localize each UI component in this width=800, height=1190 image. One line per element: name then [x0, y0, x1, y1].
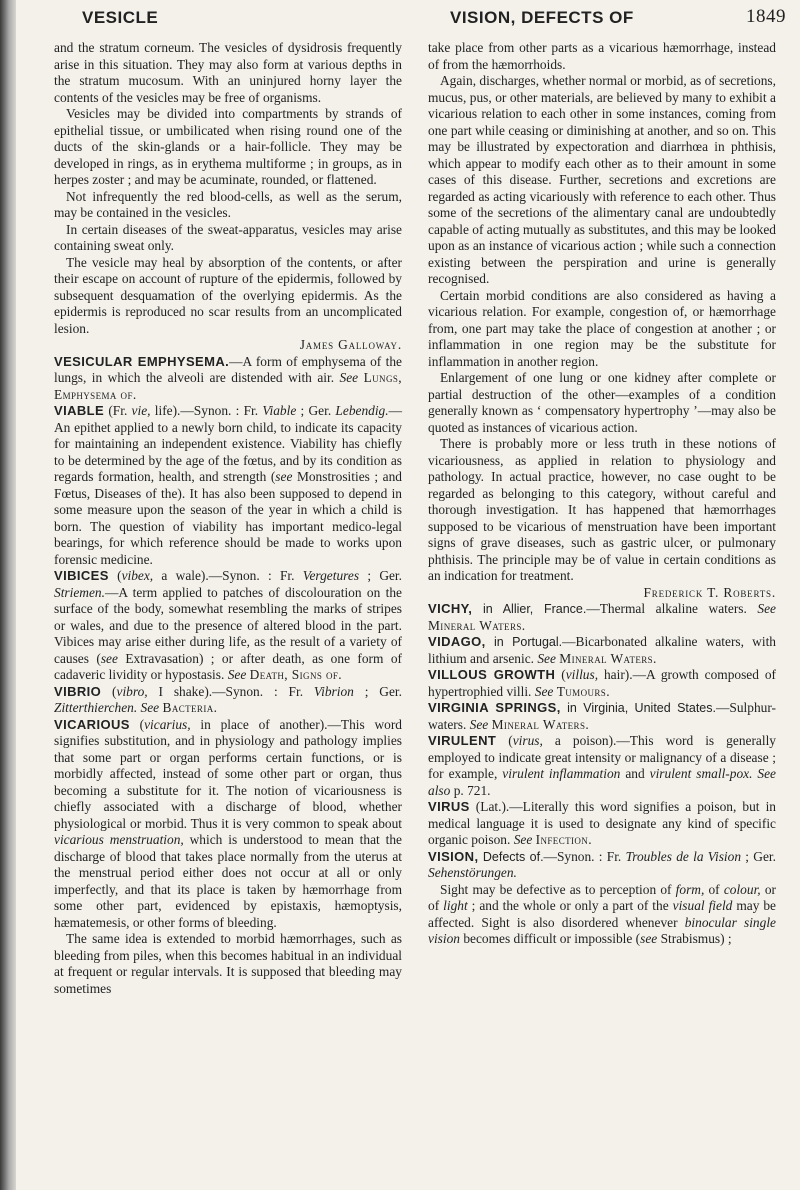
- entry-headword: VICARIOUS: [54, 716, 130, 732]
- entry-headword: VIRUS: [428, 799, 470, 814]
- entry-vicarious: VICARIOUS (vicarius, in place of another).—This word signifies substitution, and in physiology and pathology implies that some part or organ performs certain functions, or is morbidly affected, instead of some other part or organ, thus becoming a substitute for it. The notion of vicariousness is chiefly associated with a discharge of blood, whether physiological or morbid. Thus it is very common to speak about vicarious menstruation, which is understood to mean that the discharge of blood that takes place normally from the uterus at the menstrual period either does not occur at all or only imperfectly, and that its place is taken by hæmorrhage from some other part, evidenced by epistaxis, hæmoptysis, hæmatemesis, or other forms of bleeding.: [54, 716, 402, 930]
- entry-headword: VESICULAR EMPHYSEMA.: [54, 353, 230, 369]
- entry-vesicular-emphysema: VESICULAR EMPHYSEMA.—A form of emphysema of the lungs, in which the alveoli are distended with air. See Lungs, Emphysema of.: [54, 353, 402, 402]
- page-number: 1849: [746, 6, 786, 27]
- paragraph: Again, discharges, whether normal or morbid, as of secretions, mucus, pus, or other materials, are believed by many to exhibit a vicarious relation to each other in some instances, coming from one part while ceasing or diminishing at another, and so on. This may be illustrated by expectoration and diarrhœa in phthisis, which appear to modify each other as to their amount in some cases of this disease. Further, secretions and excretions are regarded as acting vicariously with reference to each other. Thus some of the secretions of the alimentary canal are undoubtedly capable of acting mutually as substitutes, and this may be looked upon as an instance of vicarious action ; while such a connection existing between the perspiration and urine is generally recognised.: [428, 73, 776, 286]
- cross-reference: Bacteria.: [162, 700, 218, 715]
- entry-headword: VIBRIO: [54, 683, 102, 699]
- header-right-word: VISION, DEFECTS OF: [450, 8, 634, 27]
- entry-vision-defects: VISION, Defects of.—Synon. : Fr. Troubles de la Vision ; Ger. Sehenstörungen.: [428, 848, 776, 880]
- paragraph: In certain diseases of the sweat-apparatus, vesicles may arise containing sweat only.: [54, 221, 402, 253]
- entry-viable: VIABLE (Fr. vie, life).—Synon. : Fr. Viable ; Ger. Lebendig.—An epithet applied to a newly born child, to indicate its capacity for maintaining an independent existence. Viability has chiefly to be determined by the age of the fœtus, and by its condition as regards formation, health, and strength (see Monstrosities ; and Fœtus, Diseases of the). It has also been supposed to depend in some measure upon the season of the year in which a child is born. The question of viability has important medico-legal bearings, for which reference should be made to works upon forensic medicine.: [54, 403, 403, 567]
- paragraph: The vesicle may heal by absorption of the contents, or after their escape on account of rupture of the epidermis, followed by subsequent desquamation of the overlying epidermis. As the epidermis is reproduced no scar results from an uncomplicated lesion.: [54, 254, 402, 336]
- cross-reference: Mineral Waters.: [559, 650, 657, 666]
- cross-reference: Lungs, Emphysema of.: [54, 370, 402, 402]
- author-signature: James Galloway.: [299, 337, 402, 352]
- entry-headword: VIBICES: [54, 568, 109, 583]
- paragraph: Vesicles may be divided into compartments by strands of epithelial tissue, or umbilicated when rising round one of the ducts of the skin-glands or a hair-follicle. They may be developed in rings, as in erythema multiforme ; in groups, as in herpes zoster ; and may be acuminate, rounded, or flattened.: [54, 106, 402, 187]
- entry-headword: VICHY,: [428, 601, 473, 616]
- cross-reference: Mineral Waters.: [428, 617, 526, 633]
- entry-headword: VIABLE: [54, 403, 105, 418]
- book-binding-edge: [0, 0, 16, 1190]
- paragraph: There is probably more or less truth in these notions of vicariousness, as applied in relation to physiology and pathology. In actual practice, however, no case ought to be regarded as belonging to this category, without careful and thorough investigation. It has happened that hæmorrhages supposed to be vicarious of menstruation have been important signs of grave diseases, such as gastric ulcer, or pulmonary phthisis. The principle may be of value in certain conditions as an indication for treatment.: [428, 436, 776, 583]
- paragraph: Certain morbid conditions are also considered as having a vicarious relation. For example, congestion of, or hæmorrhage from, one part may take the place of congestion at another ; or inflammation in one region may be the substitute for inflammation in another region.: [428, 287, 776, 369]
- header-left-word: VESICLE: [82, 8, 159, 27]
- cross-reference: p. 721.: [453, 782, 491, 798]
- cross-reference: Death, Signs of.: [249, 667, 343, 682]
- paragraph: and the stratum corneum. The vesicles of dysidrosis frequently arise in this situation. They may also form at various depths in the stratum mucosum. With an uninjured horny layer the contents of the vesicles may be free of organisms.: [54, 40, 402, 105]
- entry-vibices: VIBICES (vibex, a wale).—Synon. : Fr. Vergetures ; Ger. Striemen.—A term applied to patches of discolouration on the surface of the body, somewhat resembling the marks of stripes or wales, and due to the presence of altered blood in the part. Vibices may arise either during life, as the result of a variety of causes (see Extravasation) ; or after death, as one form of cadaveric lividity or hypostasis. See Death, Signs of.: [54, 568, 402, 682]
- entry-headword: VIRULENT: [428, 733, 497, 748]
- entry-headword: VIDAGO,: [428, 634, 486, 649]
- entry-virus: VIRUS (Lat.).—Literally this word signifies a poison, but in medical language it is used to designate any kind of specific organic poison. See Infection.: [428, 799, 776, 847]
- cross-reference: Mineral Waters.: [491, 716, 590, 732]
- entry-headword: VILLOUS GROWTH: [428, 667, 556, 682]
- paragraph: The same idea is extended to morbid hæmorrhages, such as bleeding from piles, when this becomes habitual in an individual at frequent or regular intervals. It is supposed that bleeding may sometimes: [54, 931, 402, 996]
- entry-vidago: VIDAGO, in Portugal.—Bicarbonated alkaline waters, with lithium and arsenic. See Mineral Waters.: [428, 634, 776, 666]
- paragraph: Enlargement of one lung or one kidney after complete or partial destruction of the other—examples of a condition generally known as ‘ compensatory hypertrophy ’—may also be quoted as instances of vicarious action.: [428, 370, 776, 435]
- paragraph: take place from other parts as a vicarious hæmorrhage, instead of from the hæmorrhoids.: [428, 40, 776, 72]
- left-column: [54, 40, 402, 997]
- entry-headword: VISION,: [428, 848, 479, 864]
- entry-villous-growth: VILLOUS GROWTH (villus, hair).—A growth composed of hypertrophied villi. See Tumours.: [428, 667, 777, 699]
- entry-vichy: VICHY, in Allier, France.—Thermal alkaline waters. See Mineral Waters.: [428, 601, 777, 633]
- right-column: [428, 40, 776, 948]
- cross-reference: Infection.: [535, 832, 592, 847]
- entry-headword: VIRGINIA SPRINGS,: [428, 700, 561, 715]
- entry-virginia-springs: VIRGINIA SPRINGS, in Virginia, United States.—Sulphur-waters. See Mineral Waters.: [428, 700, 776, 732]
- entry-vibrio: VIBRIO (vibro, I shake).—Synon. : Fr. Vibrion ; Ger. Zitterthierchen. See Bacteria.: [54, 683, 402, 715]
- entry-virulent: VIRULENT (virus, a poison).—This word is generally employed to indicate great intensity or malignancy of a disease ; for example, virulent inflammation and virulent small-pox. See also p. 721.: [428, 733, 777, 798]
- cross-reference: Tumours.: [556, 683, 610, 699]
- paragraph: Sight may be defective as to perception of form, of colour, or of light ; and the whole or only a part of the visual field may be affected. Sight is also disordered whenever binocular single vision becomes difficult or impossible (see Strabismus) ;: [428, 881, 776, 946]
- author-signature: Frederick T. Roberts.: [643, 584, 776, 600]
- paragraph: Not infrequently the red blood-cells, as well as the serum, may be contained in the vesicles.: [54, 188, 402, 220]
- running-header: [30, 6, 790, 36]
